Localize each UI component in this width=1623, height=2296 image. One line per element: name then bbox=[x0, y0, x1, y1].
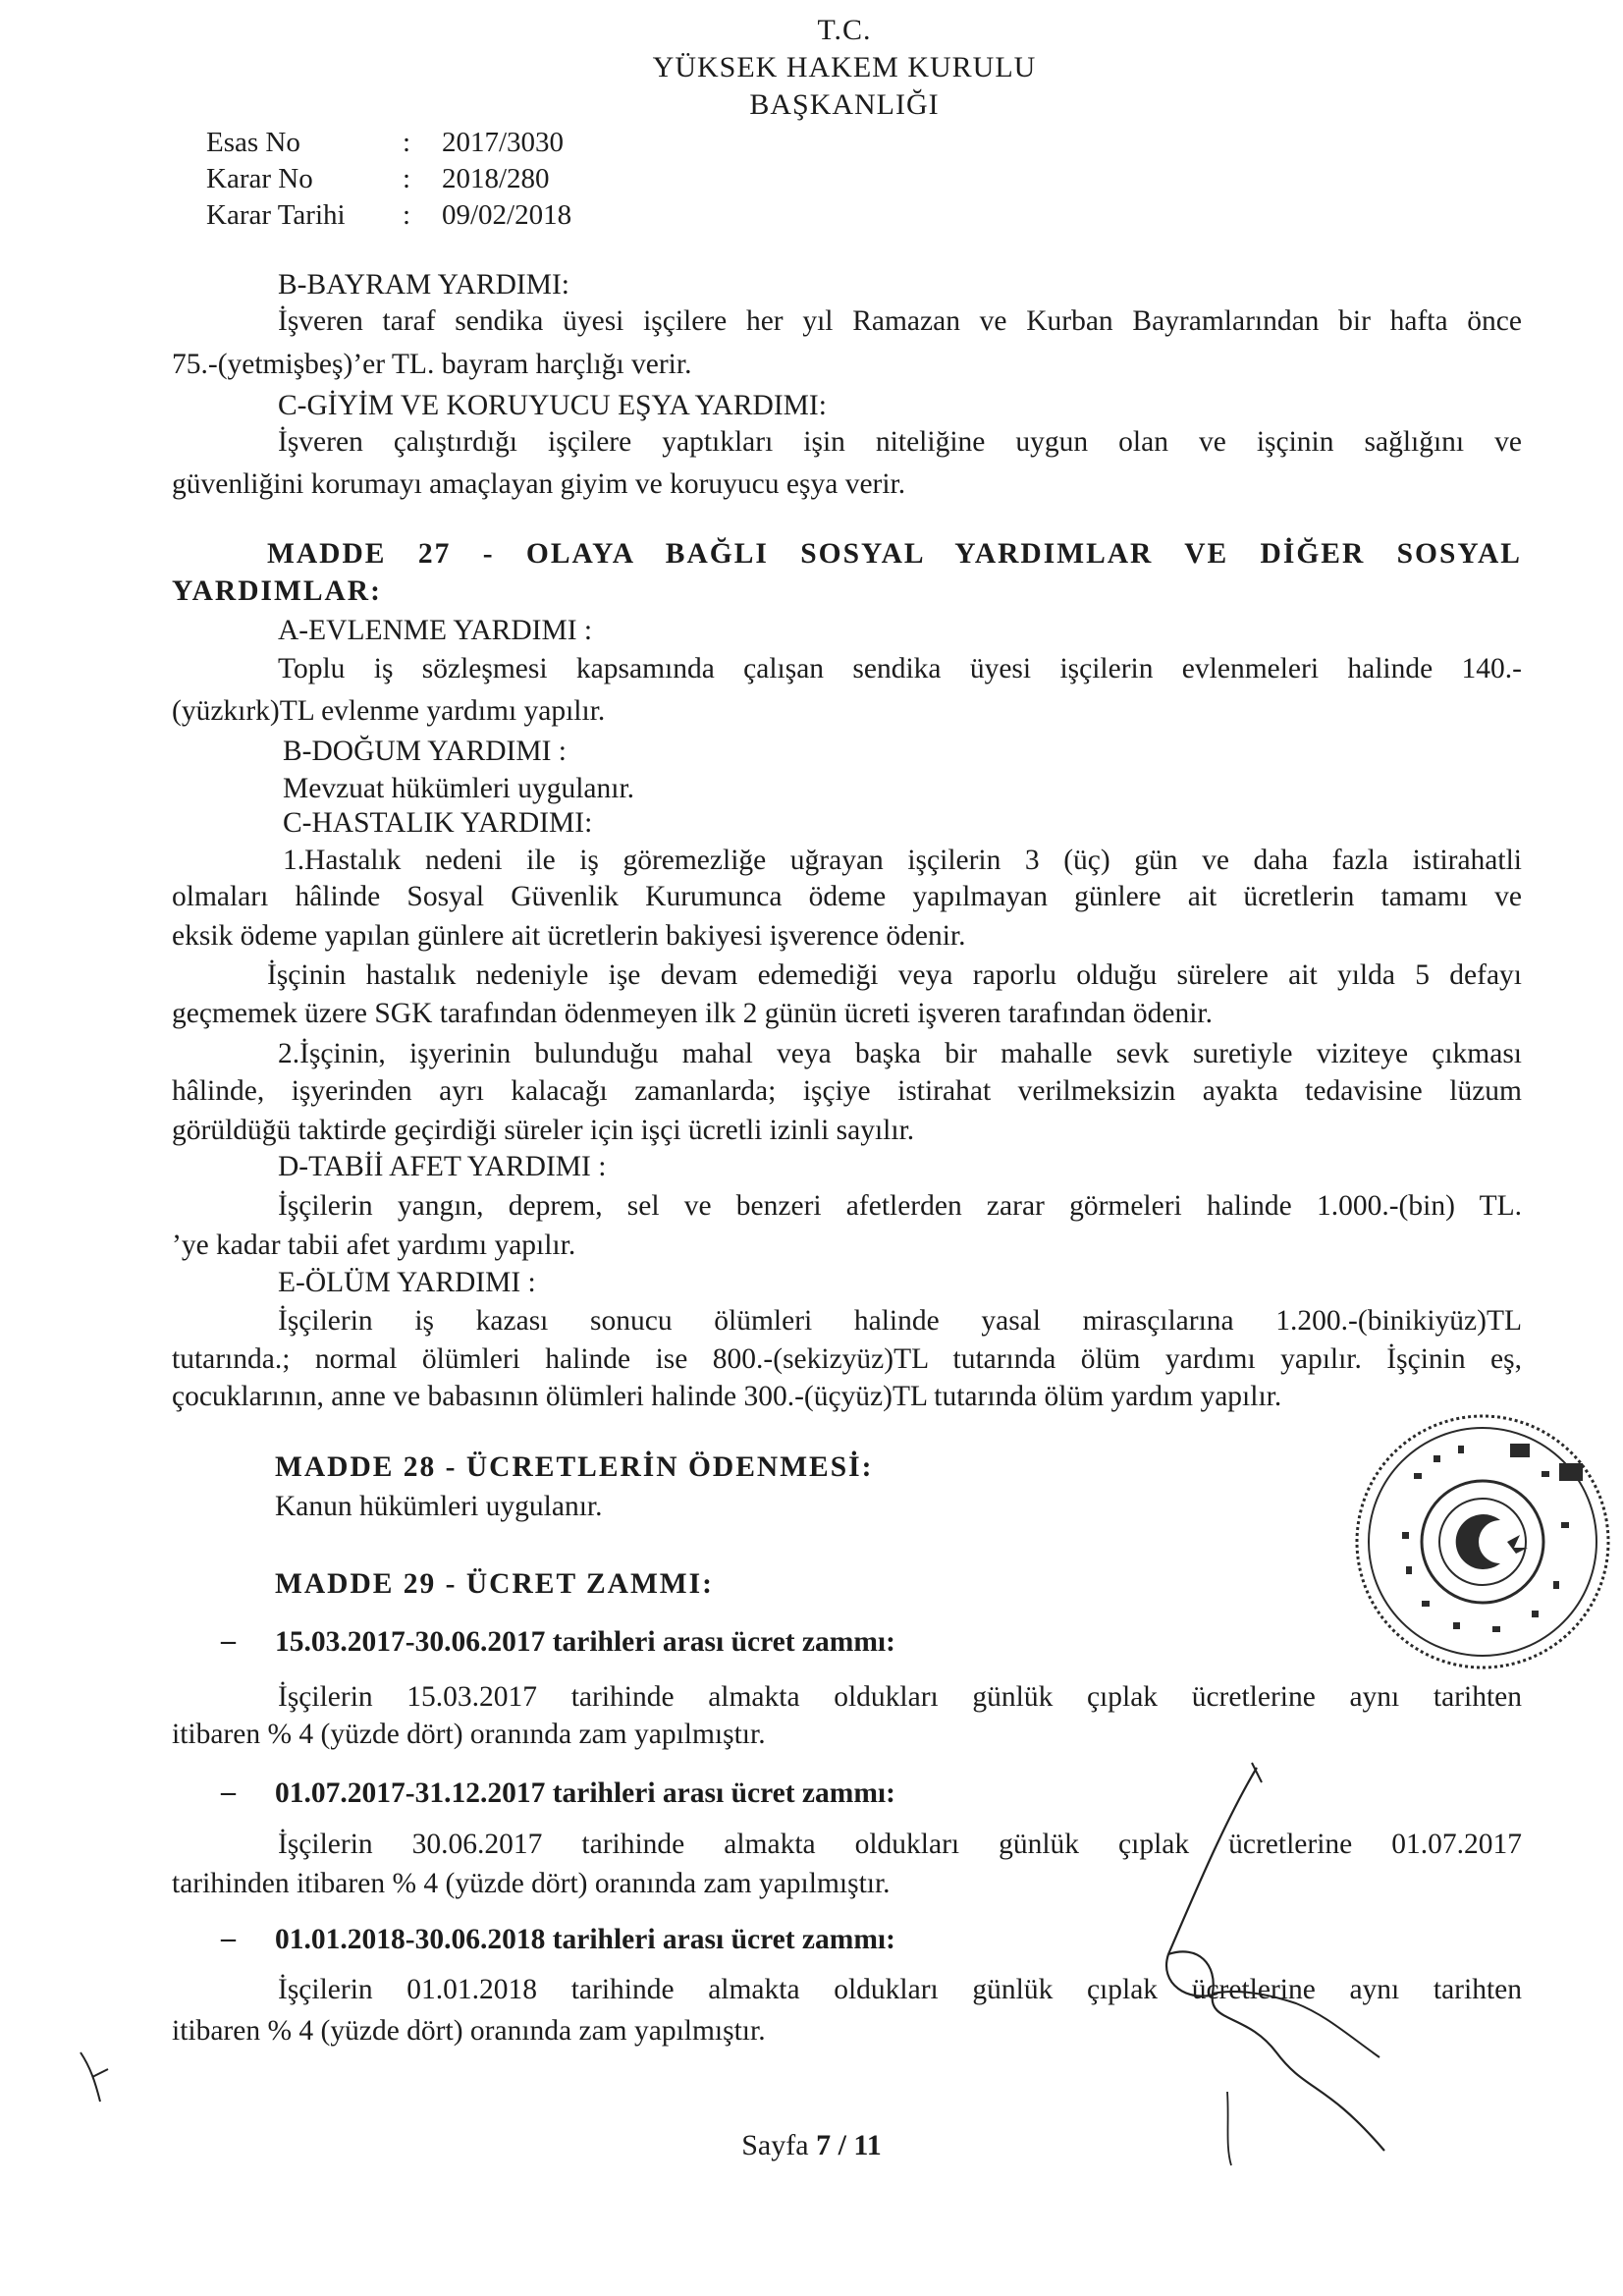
zam-3-title: 01.01.2018-30.06.2018 tarihleri arası ücret zammı: bbox=[275, 1924, 895, 1955]
bayram-line-1: İşveren taraf sendika üyesi işçilere her yıl Ramazan ve Kurban Bayramlarından bir hafta önce bbox=[278, 305, 1522, 337]
karar-value: 2018/280 bbox=[442, 163, 550, 194]
giyim-title: C-GİYİM VE KORUYUCU EŞYA YARDIMI: bbox=[278, 390, 827, 421]
evlenme-line-2: (yüzkırk)TL evlenme yardımı yapılır. bbox=[172, 695, 606, 727]
giyim-line-2: güvenliğini korumayı amaçlayan giyim ve koruyucu eşya verir. bbox=[172, 468, 906, 500]
esas-label: Esas No bbox=[206, 127, 300, 158]
madde-28-line-1: Kanun hükümleri uygulanır. bbox=[275, 1491, 603, 1522]
page-label: Sayfa bbox=[741, 2129, 809, 2161]
esas-colon: : bbox=[403, 127, 411, 158]
zam-1-title: 15.03.2017-30.06.2017 tarihleri arası ücret zammı: bbox=[275, 1626, 895, 1658]
evlenme-title: A-EVLENME YARDIMI : bbox=[278, 615, 593, 646]
madde-28-heading: MADDE 28 - ÜCRETLERİN ÖDENMESİ: bbox=[275, 1451, 874, 1483]
olum-line-1: İşçilerin iş kazası sonucu ölümleri halinde yasal mirasçılarına 1.200.-(binikiyüz)TL bbox=[278, 1305, 1522, 1337]
zam-3-line-2: itibaren % 4 (yüzde dört) oranında zam yapılmıştır. bbox=[172, 2015, 766, 2047]
hastalik-line-3: eksik ödeme yapılan günlere ait ücretlerin bakiyesi işverence ödenir. bbox=[172, 920, 966, 952]
tarih-label: Karar Tarihi bbox=[206, 199, 346, 231]
header-tc: T.C. bbox=[817, 14, 872, 46]
header-institution: YÜKSEK HAKEM KURULU bbox=[652, 51, 1037, 83]
dogum-title: B-DOĞUM YARDIMI : bbox=[283, 736, 567, 767]
madde-29-heading: MADDE 29 - ÜCRET ZAMMI: bbox=[275, 1568, 714, 1600]
header-department: BAŞKANLIĞI bbox=[749, 88, 940, 121]
esas-value: 2017/3030 bbox=[442, 127, 565, 158]
hastalik-line-8: görüldüğü taktirde geçirdiği süreler için işçi ücretli izinli sayılır. bbox=[172, 1115, 915, 1146]
page-value: 7 / 11 bbox=[816, 2129, 882, 2161]
bullet-dash: – bbox=[221, 1776, 236, 1808]
tarih-row bbox=[206, 197, 571, 234]
esas-row bbox=[206, 125, 571, 161]
hastalik-title: C-HASTALIK YARDIMI: bbox=[283, 807, 593, 839]
evlenme-line-1: Toplu iş sözleşmesi kapsamında çalışan sendika üyesi işçilerin evlenmeleri halinde 140.- bbox=[278, 653, 1522, 684]
zam-2-title: 01.07.2017-31.12.2017 tarihleri arası ücret zammı: bbox=[275, 1777, 895, 1809]
zam-1-line-2: itibaren % 4 (yüzde dört) oranında zam yapılmıştır. bbox=[172, 1719, 766, 1750]
karar-row bbox=[206, 161, 571, 197]
hastalik-line-7: hâlinde, işyerinden ayrı kalacağı zamanlarda; işçiye istirahat verilmeksizin ayakta tedavisine lüzum bbox=[172, 1075, 1522, 1107]
afet-line-1: İşçilerin yangın, deprem, sel ve benzeri afetlerden zarar görmeleri halinde 1.000.-(bin) TL. bbox=[278, 1190, 1522, 1222]
bayram-line-2: 75.-(yetmişbeş)’er TL. bayram harçlığı verir. bbox=[172, 349, 692, 380]
hastalik-line-1: 1.Hastalık nedeni ile iş göremezliğe uğrayan işçilerin 3 (üç) gün ve daha fazla istirahatli bbox=[283, 845, 1522, 876]
margin-mark bbox=[71, 2048, 130, 2116]
giyim-line-1: İşveren çalıştırdığı işçilere yaptıkları işin niteliğine uygun olan ve işçinin sağlığını ve bbox=[278, 426, 1522, 458]
case-meta bbox=[206, 125, 571, 234]
olum-line-2: tutarında.; normal ölümleri halinde ise 800.-(sekizyüz)TL tutarında ölüm yardımı yapılır. İşçinin eş, bbox=[172, 1343, 1522, 1375]
tarih-value: 09/02/2018 bbox=[442, 199, 572, 231]
olum-line-3: çocuklarının, anne ve babasının ölümleri halinde 300.-(üçyüz)TL tutarında ölüm yardım yapılır. bbox=[172, 1381, 1282, 1412]
afet-title: D-TABİİ AFET YARDIMI : bbox=[278, 1151, 607, 1182]
olum-title: E-ÖLÜM YARDIMI : bbox=[278, 1267, 536, 1298]
hastalik-line-2: olmaları hâlinde Sosyal Güvenlik Kurumunca ödeme yapılmayan günlere ait ücretlerin tamamı ve bbox=[172, 881, 1522, 912]
madde-27-heading: MADDE 27 - OLAYA BAĞLI SOSYAL YARDIMLAR VE DİĞER SOSYAL bbox=[267, 538, 1522, 570]
zam-1-line-1: İşçilerin 15.03.2017 tarihinde almakta oldukları günlük çıplak ücretlerine aynı tarihten bbox=[278, 1681, 1522, 1713]
madde-27-heading-cont: YARDIMLAR: bbox=[172, 575, 382, 607]
bullet-dash: – bbox=[221, 1624, 236, 1657]
bullet-dash: – bbox=[221, 1922, 236, 1954]
afet-line-2: ’ye kadar tabii afet yardımı yapılır. bbox=[172, 1230, 576, 1261]
karar-colon: : bbox=[403, 163, 411, 194]
zam-2-line-1: İşçilerin 30.06.2017 tarihinde almakta oldukları günlük çıplak ücretlerine 01.07.2017 bbox=[278, 1829, 1522, 1860]
hastalik-line-4: İşçinin hastalık nedeniyle işe devam edemediği veya raporlu olduğu sürelere ait yılda 5 defayı bbox=[267, 959, 1522, 991]
tarih-colon: : bbox=[403, 199, 411, 231]
zam-3-line-1: İşçilerin 01.01.2018 tarihinde almakta oldukları günlük çıplak ücretlerine aynı tarihten bbox=[278, 1974, 1522, 2005]
handwritten-signature bbox=[1129, 1758, 1453, 2170]
karar-label: Karar No bbox=[206, 163, 313, 194]
dogum-line-1: Mevzuat hükümleri uygulanır. bbox=[283, 773, 635, 804]
zam-2-line-2: tarihinden itibaren % 4 (yüzde dört) oranında zam yapılmıştır. bbox=[172, 1868, 891, 1899]
hastalik-line-5: geçmemek üzere SGK tarafından ödenmeyen ilk 2 günün ücreti işveren tarafından ödenir. bbox=[172, 998, 1213, 1029]
bayram-title: B-BAYRAM YARDIMI: bbox=[278, 269, 569, 301]
hastalik-line-6: 2.İşçinin, işyerinin bulunduğu mahal veya başka bir mahalle sevk suretiyle viziteye çıkması bbox=[278, 1038, 1522, 1069]
official-stamp bbox=[1345, 1404, 1620, 1679]
